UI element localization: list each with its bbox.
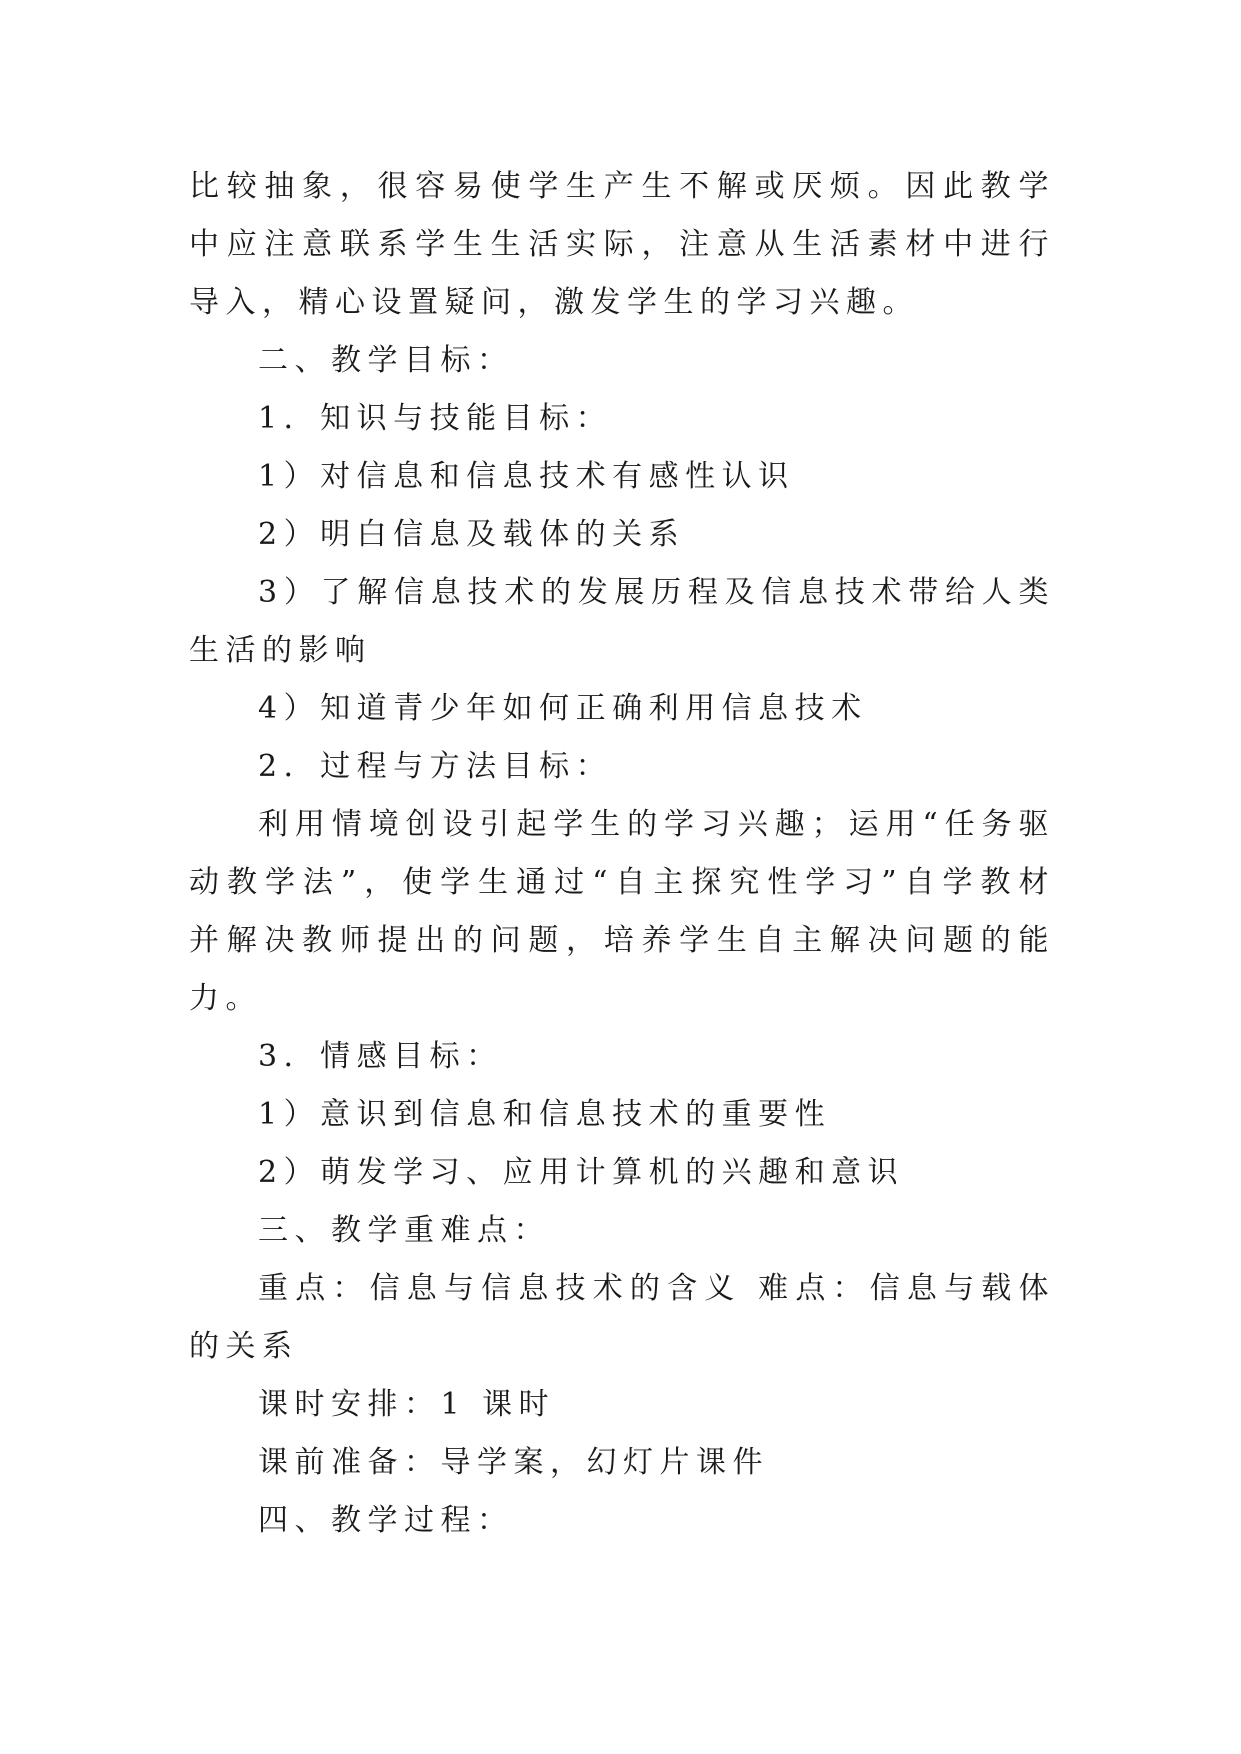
subheading-emotion-goals: 3．情感目标： <box>258 1039 503 1074</box>
list-item-knowledge-4: 4）知道青少年如何正确利用信息技术 <box>258 691 868 726</box>
heading-teaching-goals: 二、教学目标： <box>258 343 514 378</box>
subheading-process-method: 2．过程与方法目标： <box>258 749 613 784</box>
paragraph-process-method: 利用情境创设引起学生的学习兴趣；运用“任务驱动教学法”，使学生通过“自主探究性学习”自学教材并解决教师提出的问题，培养学生自主解决问题的能力。 <box>189 807 1055 1016</box>
list-item-knowledge-2: 2）明白信息及载体的关系 <box>258 517 686 552</box>
list-item-knowledge-3: 3）了解信息技术的发展历程及信息技术带给人类生活的影响 <box>189 575 1055 668</box>
paragraph-class-hours: 课时安排：1 课时 <box>258 1387 556 1422</box>
heading-key-difficult-points: 三、教学重难点： <box>258 1213 550 1248</box>
document-body <box>189 158 1055 1550</box>
list-item-knowledge-1: 1）对信息和信息技术有感性认识 <box>258 459 795 494</box>
list-item-emotion-2: 2）萌发学习、应用计算机的兴趣和意识 <box>258 1155 905 1190</box>
paragraph-key-difficult-points: 重点：信息与信息技术的含义 难点：信息与载体的关系 <box>189 1271 1055 1364</box>
heading-teaching-process: 四、教学过程： <box>258 1503 514 1538</box>
list-item-emotion-1: 1）意识到信息和信息技术的重要性 <box>258 1097 832 1132</box>
subheading-knowledge-skills: 1．知识与技能目标： <box>258 401 613 436</box>
paragraph-preparation: 课前准备：导学案，幻灯片课件 <box>258 1445 769 1480</box>
paragraph-intro-continuation: 比较抽象，很容易使学生产生不解或厌烦。因此教学中应注意联系学生生活实际，注意从生活素材中进行导入，精心设置疑问，激发学生的学习兴趣。 <box>189 169 1055 320</box>
